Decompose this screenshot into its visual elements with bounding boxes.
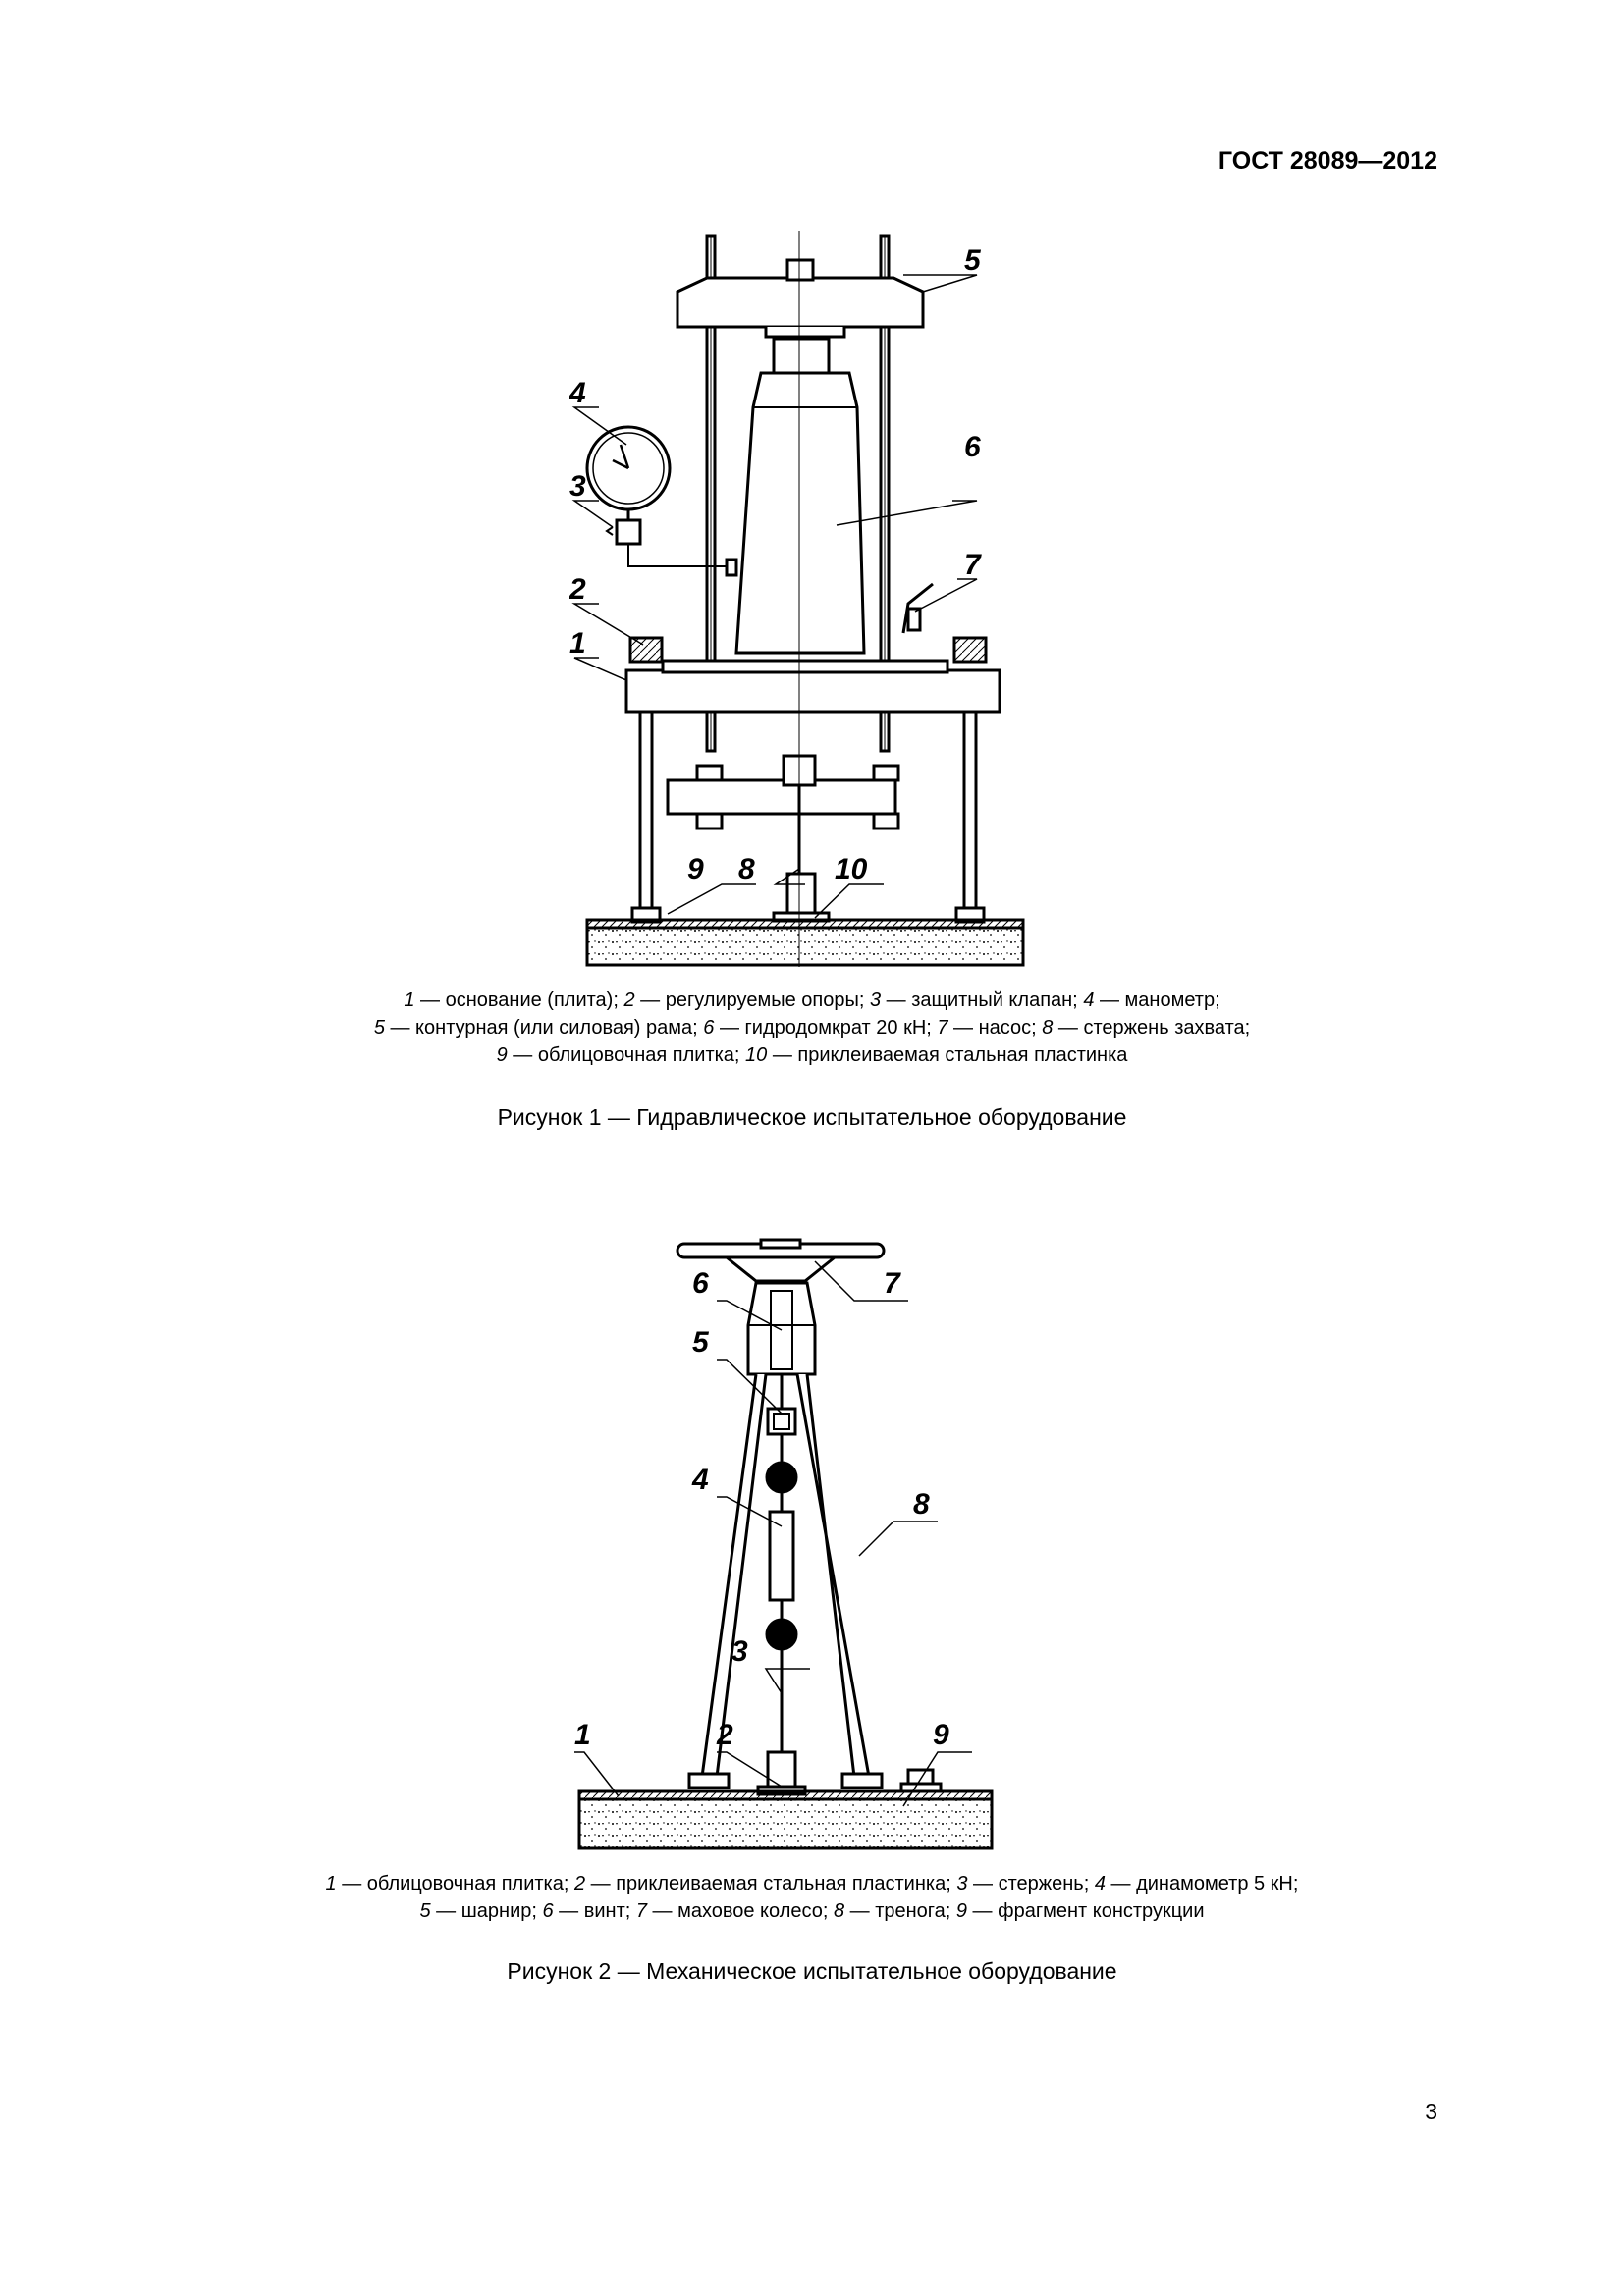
fig2-label-2: 2 [717, 1719, 733, 1751]
fig1-label-10: 10 [835, 853, 868, 885]
legend-text: — тренога; [844, 1900, 956, 1922]
legend-line [0, 987, 1624, 1014]
fig2-label-9: 9 [933, 1719, 949, 1751]
figure-1-drawing [569, 221, 1041, 967]
fig1-label-2: 2 [569, 573, 586, 606]
fig1-label-1: 1 [569, 627, 586, 660]
legend-number: 4 [1094, 1873, 1106, 1895]
legend-number: 1 [404, 989, 415, 1011]
legend-line [0, 1870, 1624, 1897]
legend-text: — приклеиваемая стальная пластинка; [585, 1873, 957, 1895]
legend-text: — фрагмент конструкции [967, 1900, 1205, 1922]
fig1-label-6: 6 [964, 431, 981, 463]
legend-number: 1 [325, 1873, 337, 1895]
fig1-label-5: 5 [964, 244, 981, 277]
figure-2-drawing [569, 1232, 1001, 1860]
figure-2-title: Рисунок 2 — Механическое испытательное оборудование [507, 1958, 1117, 1984]
legend-number: 8 [833, 1900, 845, 1922]
figure-1-legend [0, 987, 1624, 1069]
fig1-label-9: 9 [687, 853, 704, 885]
legend-text: — стержень; [967, 1873, 1095, 1895]
legend-text: — динамометр 5 кН; [1105, 1873, 1299, 1895]
fig2-label-7: 7 [884, 1267, 900, 1300]
legend-text: — стержень захвата; [1053, 1017, 1251, 1039]
legend-text: — маховое колесо; [646, 1900, 834, 1922]
legend-number: 8 [1042, 1017, 1054, 1039]
fig1-label-4: 4 [569, 377, 586, 409]
legend-number: 7 [937, 1017, 948, 1039]
legend-text: — основание (плита); [414, 989, 624, 1011]
legend-text: — облицовочная плитка; [336, 1873, 574, 1895]
legend-number: 5 [373, 1017, 385, 1039]
legend-line [0, 1041, 1624, 1069]
legend-number: 4 [1083, 989, 1095, 1011]
legend-text: — гидродомкрат 20 кН; [714, 1017, 938, 1039]
document-code: ГОСТ 28089—2012 [1218, 147, 1437, 175]
legend-number: 3 [869, 989, 882, 1011]
legend-number: 2 [623, 989, 635, 1011]
fig2-label-1: 1 [574, 1719, 591, 1751]
legend-number: 6 [703, 1017, 715, 1039]
legend-text: — винт; [553, 1900, 636, 1922]
legend-text: — шарнир; [430, 1900, 543, 1922]
legend-text: — облицовочная плитка; [507, 1044, 746, 1066]
legend-number: 7 [635, 1900, 647, 1922]
page-number: 3 [1425, 2099, 1437, 2124]
fig2-label-8: 8 [913, 1488, 930, 1521]
legend-number: 9 [496, 1044, 508, 1066]
fig2-label-4: 4 [692, 1464, 709, 1496]
legend-text: — регулируемые опоры; [634, 989, 870, 1011]
legend-text: — контурная (или силовая) рама; [384, 1017, 704, 1039]
figure-2-legend [0, 1870, 1624, 1925]
legend-text: — насос; [947, 1017, 1043, 1039]
legend-number: 3 [956, 1873, 968, 1895]
legend-number: 10 [745, 1044, 768, 1066]
fig1-label-7: 7 [964, 549, 981, 581]
legend-line [0, 1897, 1624, 1925]
legend-text: — приклеиваемая стальная пластинка [767, 1044, 1128, 1066]
legend-text: — защитный клапан; [881, 989, 1084, 1011]
legend-number: 5 [419, 1900, 431, 1922]
legend-number: 9 [955, 1900, 967, 1922]
legend-number: 2 [573, 1873, 586, 1895]
fig2-label-3: 3 [731, 1635, 748, 1668]
legend-number: 6 [542, 1900, 554, 1922]
fig1-label-3: 3 [569, 470, 586, 503]
fig2-label-5: 5 [692, 1326, 709, 1359]
legend-text: — манометр; [1094, 989, 1220, 1011]
figure-1-title: Рисунок 1 — Гидравлическое испытательное оборудование [497, 1104, 1127, 1130]
legend-line [0, 1014, 1624, 1041]
fig2-label-6: 6 [692, 1267, 709, 1300]
fig1-label-8: 8 [738, 853, 755, 885]
